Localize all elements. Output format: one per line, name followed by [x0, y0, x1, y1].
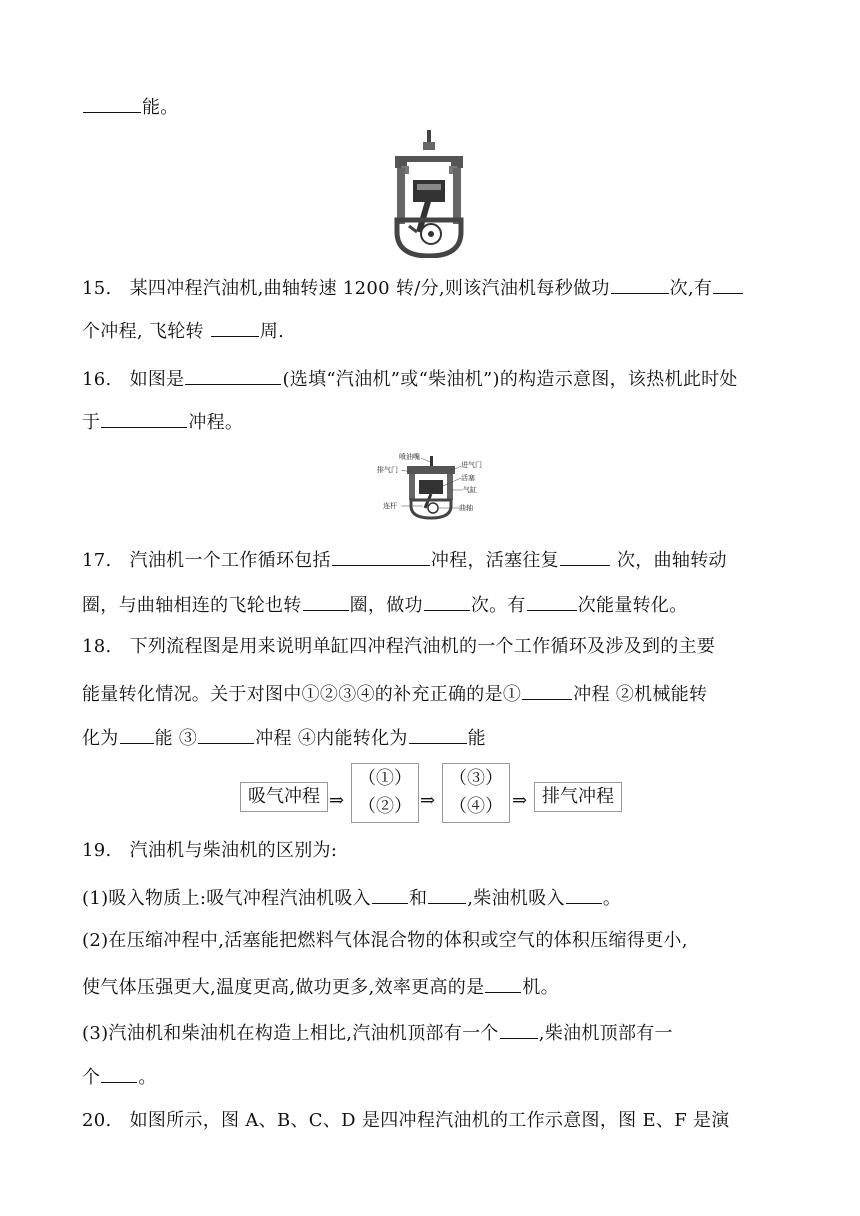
q15-text: 周.: [259, 321, 285, 342]
answer-blank[interactable]: [500, 1018, 538, 1039]
q17-text: 次，曲轴转动: [610, 550, 727, 571]
q17-text: 冲程，活塞往复: [430, 550, 559, 571]
q18-text: 能: [467, 728, 486, 749]
flow-box-exhaust: [534, 782, 622, 812]
flow-box-label: 排气冲程: [542, 786, 614, 807]
q18-line-2: [82, 679, 707, 708]
q16-text: 冲程。: [188, 412, 244, 433]
q18-text: 下列流程图是用来说明单缸四冲程汽油机的一个工作循环及涉及到的主要: [129, 636, 716, 657]
q19-p3-line1: [82, 1018, 673, 1047]
q16-text: 如图是: [129, 369, 185, 390]
q20-text: 如图所示，图 A、B、C、D 是四冲程汽油机的工作示意图，图 E、F 是演: [129, 1110, 730, 1131]
q15-text: 次,有: [669, 278, 713, 299]
q17-line-1: [82, 545, 727, 574]
q18-text: 化为: [82, 728, 119, 749]
q18-text: 冲程 ④内能转化为: [255, 728, 408, 749]
answer-blank[interactable]: [198, 723, 254, 744]
label-piston: 活塞: [461, 474, 475, 482]
question-number: 18.: [82, 636, 112, 657]
q15-text: 个冲程, 飞轮转: [82, 321, 210, 342]
spark-plug: [427, 130, 431, 144]
q17-text: 圈，做功: [349, 595, 423, 616]
q19-text: 机。: [522, 977, 559, 998]
question-number: 16.: [82, 369, 112, 390]
label-fuel-injector: 喷油嘴: [399, 453, 420, 461]
flow-box-intake: [240, 782, 328, 812]
q15-line-1: [82, 273, 744, 302]
answer-blank[interactable]: [560, 545, 610, 566]
q17-text: 次能量转化。: [577, 595, 688, 616]
flow-box-3-4: [442, 763, 510, 823]
flow-arrow: ⇒: [420, 790, 436, 811]
q14-tail-line: [82, 92, 179, 121]
q16-line-1: [82, 364, 738, 393]
question-number: 19.: [82, 840, 112, 861]
answer-blank[interactable]: [303, 590, 349, 611]
q17-text: 圈，与曲轴相连的飞轮也转: [82, 595, 302, 616]
label-exhaust-valve: 排气门: [377, 466, 398, 474]
q19-text: (3)汽油机和柴油机在构造上相比,汽油机顶部有一个: [82, 1023, 499, 1044]
answer-blank[interactable]: [409, 723, 467, 744]
q19-text: 个: [82, 1067, 101, 1088]
answer-blank[interactable]: [101, 1062, 137, 1083]
q19-p2-line1: [82, 928, 688, 954]
q19-text: (2)在压缩冲程中,活塞能把燃料气体混合物的体积或空气的体积压缩得更小,: [82, 930, 688, 951]
q17-line-2: [82, 590, 688, 619]
flow-box-label: 吸气冲程: [248, 786, 320, 807]
label-intake-valve: 进气门: [461, 461, 482, 469]
q19-title: 汽油机与柴油机的区别为:: [129, 840, 338, 861]
answer-blank[interactable]: [527, 590, 577, 611]
piston: [419, 480, 443, 494]
q18-line-1: [82, 634, 715, 660]
q19-title-line: [82, 838, 337, 864]
flow-box-1-2: [351, 763, 419, 823]
q18-line-3: [82, 723, 486, 752]
answer-blank[interactable]: [485, 972, 521, 993]
q19-text: ,柴油机顶部有一: [538, 1023, 673, 1044]
q19-text: 。: [602, 888, 622, 909]
answer-blank[interactable]: [566, 883, 602, 904]
answer-blank[interactable]: [428, 883, 466, 904]
q19-p1: [82, 883, 621, 912]
q20-line-1: [82, 1108, 730, 1134]
flow-arrow: ⇒: [329, 790, 345, 811]
flow-box-label: （④）: [449, 796, 503, 817]
q18-text: 能量转化情况。关于对图中①②③④的补充正确的是①: [82, 684, 522, 705]
answer-blank[interactable]: [522, 679, 572, 700]
q16-text: (选填“汽油机”或“柴油机”)的构造示意图，该热机此时处: [282, 369, 738, 390]
q15-text: 某四冲程汽油机,曲轴转速 1200 转/分,则该汽油机每秒做功: [129, 278, 610, 299]
q18-text: 冲程 ②机械能转: [573, 684, 708, 705]
answer-blank[interactable]: [185, 364, 281, 385]
flow-box-label: （②）: [358, 796, 412, 817]
flow-box-label: （③）: [449, 768, 503, 789]
answer-blank[interactable]: [211, 316, 259, 337]
answer-blank[interactable]: [83, 92, 141, 113]
answer-blank[interactable]: [611, 273, 669, 294]
label-crankshaft: 曲轴: [459, 504, 473, 512]
answer-blank[interactable]: [424, 590, 470, 611]
q14-tail: 能。: [142, 97, 179, 118]
question-number: 17.: [82, 550, 112, 571]
label-cylinder: 气缸: [463, 486, 477, 494]
label-connecting-rod: 连杆: [383, 502, 397, 510]
q19-text: 使气体压强更大,温度更高,做功更多,效率更高的是: [82, 977, 485, 998]
q19-text: 和: [408, 888, 428, 909]
answer-blank[interactable]: [332, 545, 430, 566]
flow-box-label: （①）: [358, 768, 412, 789]
q16-text: 于: [82, 412, 101, 433]
engine-diagram-2: [373, 450, 489, 520]
answer-blank[interactable]: [372, 883, 408, 904]
q15-line-2: [82, 316, 284, 345]
q17-text: 次。有: [470, 595, 526, 616]
engine-diagram-1: [387, 128, 471, 258]
answer-blank[interactable]: [120, 723, 154, 744]
flow-arrow: ⇒: [512, 790, 528, 811]
q19-text: 。: [138, 1067, 157, 1088]
question-number: 15.: [82, 278, 112, 299]
q17-text: 汽油机一个工作循环包括: [129, 550, 331, 571]
q19-text: ,柴油机吸入: [467, 888, 565, 909]
answer-blank[interactable]: [713, 273, 743, 294]
q19-p3-line2: [82, 1062, 157, 1091]
q19-text: (1)吸入物质上:吸气冲程汽油机吸入: [82, 888, 371, 909]
answer-blank[interactable]: [101, 407, 187, 428]
question-number: 20.: [82, 1110, 112, 1131]
q19-p2-line2: [82, 972, 559, 1001]
q18-text: 能 ③: [154, 728, 198, 749]
q16-line-2: [82, 407, 243, 436]
